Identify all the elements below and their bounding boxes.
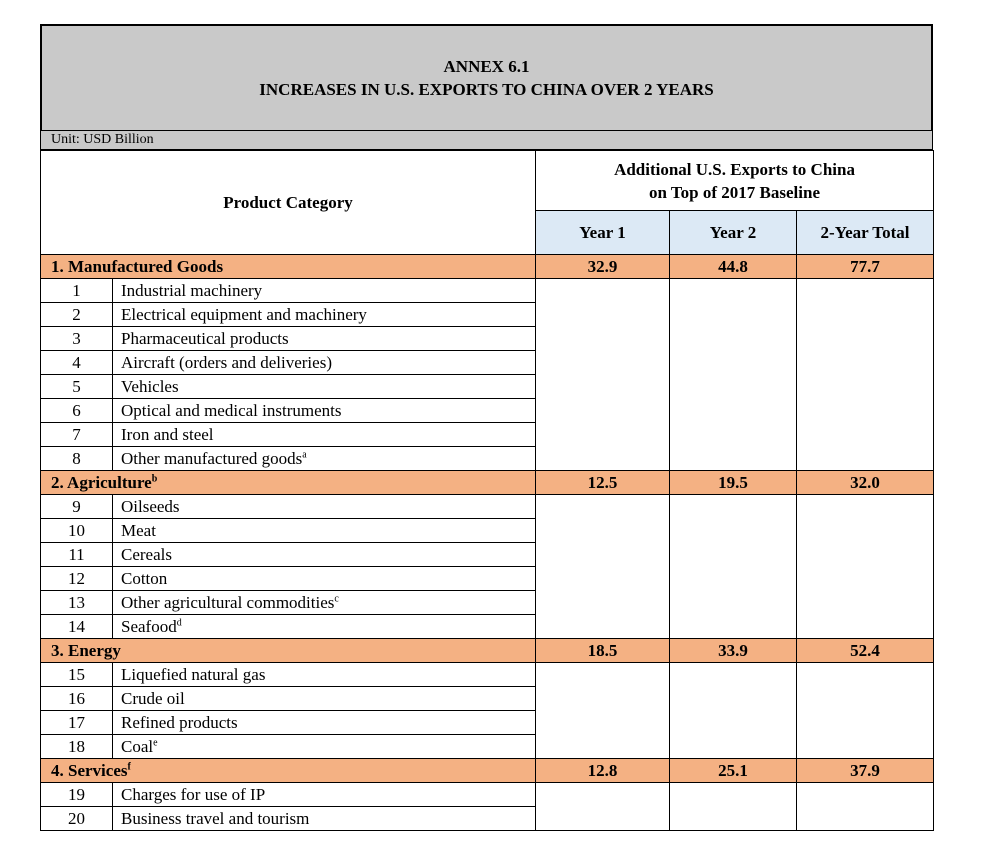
item-number: 18 bbox=[41, 735, 113, 759]
item-row bbox=[41, 495, 934, 519]
item-name-cell bbox=[113, 615, 536, 639]
year1-value: 12.5 bbox=[536, 471, 670, 495]
header-row-1 bbox=[41, 151, 934, 211]
item-name-cell bbox=[113, 495, 536, 519]
additional-exports-header bbox=[536, 151, 934, 211]
item-number: 12 bbox=[41, 567, 113, 591]
year2-value: 25.1 bbox=[670, 759, 797, 783]
item-number: 11 bbox=[41, 543, 113, 567]
year2-blank-cell bbox=[670, 663, 797, 759]
item-number: 6 bbox=[41, 399, 113, 423]
year1-value: 12.8 bbox=[536, 759, 670, 783]
item-name: Electrical equipment and machinery bbox=[121, 304, 367, 324]
item-name: Refined products bbox=[121, 712, 238, 732]
footnote-marker: b bbox=[151, 472, 158, 484]
item-name-cell bbox=[113, 567, 536, 591]
item-number: 13 bbox=[41, 591, 113, 615]
item-number: 5 bbox=[41, 375, 113, 399]
item-name-cell bbox=[113, 591, 536, 615]
item-name: Charges for use of IP bbox=[121, 784, 266, 804]
year1-value: 32.9 bbox=[536, 255, 670, 279]
item-number: 16 bbox=[41, 687, 113, 711]
item-name: Liquefied natural gas bbox=[121, 664, 266, 684]
item-row bbox=[41, 783, 934, 807]
item-number: 20 bbox=[41, 807, 113, 831]
item-name-cell bbox=[113, 423, 536, 447]
category-name: 4. Services bbox=[51, 760, 128, 780]
item-name-cell bbox=[113, 663, 536, 687]
year2-value: 44.8 bbox=[670, 255, 797, 279]
item-name: Business travel and tourism bbox=[121, 808, 310, 828]
group-header-line1: Additional U.S. Exports to China bbox=[614, 159, 855, 179]
item-number: 9 bbox=[41, 495, 113, 519]
category-name: 2. Agriculture bbox=[51, 472, 152, 492]
item-name: Cereals bbox=[121, 544, 172, 564]
year1-blank-cell bbox=[536, 495, 670, 639]
item-name: Oilseeds bbox=[121, 496, 180, 516]
category-row bbox=[41, 639, 934, 663]
item-name-cell bbox=[113, 375, 536, 399]
item-name-cell bbox=[113, 351, 536, 375]
item-number: 10 bbox=[41, 519, 113, 543]
total-value: 77.7 bbox=[797, 255, 934, 279]
item-name-cell bbox=[113, 327, 536, 351]
annex-number: ANNEX 6.1 bbox=[443, 57, 530, 76]
item-number: 7 bbox=[41, 423, 113, 447]
year2-blank-cell bbox=[670, 495, 797, 639]
item-number: 8 bbox=[41, 447, 113, 471]
year2-header: Year 2 bbox=[670, 211, 797, 255]
item-name: Optical and medical instruments bbox=[121, 400, 342, 420]
category-row bbox=[41, 759, 934, 783]
item-name: Seafood bbox=[121, 616, 177, 636]
group-header-line2: on Top of 2017 Baseline bbox=[649, 182, 820, 202]
item-number: 15 bbox=[41, 663, 113, 687]
item-number: 14 bbox=[41, 615, 113, 639]
year2-blank-cell bbox=[670, 279, 797, 471]
title-banner bbox=[40, 24, 933, 131]
total-header: 2-Year Total bbox=[797, 211, 934, 255]
item-number: 17 bbox=[41, 711, 113, 735]
item-name-cell bbox=[113, 447, 536, 471]
total-blank-cell bbox=[797, 783, 934, 831]
item-number: 4 bbox=[41, 351, 113, 375]
item-name-cell bbox=[113, 519, 536, 543]
item-number: 19 bbox=[41, 783, 113, 807]
item-name-cell bbox=[113, 687, 536, 711]
total-value: 52.4 bbox=[797, 639, 934, 663]
footnote-marker: c bbox=[334, 592, 339, 604]
category-label bbox=[41, 471, 536, 495]
item-name-cell bbox=[113, 279, 536, 303]
year1-blank-cell bbox=[536, 279, 670, 471]
footnote-marker: a bbox=[302, 448, 307, 460]
item-number: 1 bbox=[41, 279, 113, 303]
year1-header: Year 1 bbox=[536, 211, 670, 255]
annex-table-container bbox=[40, 24, 933, 831]
annex-title: INCREASES IN U.S. EXPORTS TO CHINA OVER 2 YEARS bbox=[259, 80, 714, 99]
item-name: Industrial machinery bbox=[121, 280, 263, 300]
item-name-cell bbox=[113, 735, 536, 759]
footnote-marker: d bbox=[176, 616, 182, 628]
category-label bbox=[41, 759, 536, 783]
total-value: 32.0 bbox=[797, 471, 934, 495]
category-label bbox=[41, 639, 536, 663]
footnote-marker: f bbox=[127, 760, 131, 772]
item-name: Aircraft (orders and deliveries) bbox=[121, 352, 332, 372]
item-number: 2 bbox=[41, 303, 113, 327]
item-row bbox=[41, 279, 934, 303]
total-value: 37.9 bbox=[797, 759, 934, 783]
year1-blank-cell bbox=[536, 783, 670, 831]
item-name-cell bbox=[113, 807, 536, 831]
year1-blank-cell bbox=[536, 663, 670, 759]
category-row bbox=[41, 255, 934, 279]
year2-blank-cell bbox=[670, 783, 797, 831]
item-name: Pharmaceutical products bbox=[121, 328, 289, 348]
total-blank-cell bbox=[797, 495, 934, 639]
item-name: Coal bbox=[121, 736, 154, 756]
product-category-header: Product Category bbox=[41, 151, 536, 255]
item-name: Vehicles bbox=[121, 376, 179, 396]
item-row bbox=[41, 663, 934, 687]
total-blank-cell bbox=[797, 279, 934, 471]
item-number: 3 bbox=[41, 327, 113, 351]
total-blank-cell bbox=[797, 663, 934, 759]
item-name: Iron and steel bbox=[121, 424, 214, 444]
item-name-cell bbox=[113, 399, 536, 423]
unit-label: Unit: USD Billion bbox=[40, 131, 933, 150]
year2-value: 33.9 bbox=[670, 639, 797, 663]
year2-value: 19.5 bbox=[670, 471, 797, 495]
item-name: Meat bbox=[121, 520, 156, 540]
item-name: Other manufactured goods bbox=[121, 448, 303, 468]
footnote-marker: e bbox=[153, 736, 158, 748]
item-name-cell bbox=[113, 543, 536, 567]
item-name: Crude oil bbox=[121, 688, 185, 708]
item-name-cell bbox=[113, 711, 536, 735]
item-name: Cotton bbox=[121, 568, 168, 588]
category-label bbox=[41, 255, 536, 279]
item-name: Other agricultural commodities bbox=[121, 592, 335, 612]
item-name-cell bbox=[113, 783, 536, 807]
item-name-cell bbox=[113, 303, 536, 327]
category-row bbox=[41, 471, 934, 495]
category-name: 1. Manufactured Goods bbox=[51, 256, 224, 276]
exports-table bbox=[40, 150, 934, 831]
year1-value: 18.5 bbox=[536, 639, 670, 663]
category-name: 3. Energy bbox=[51, 640, 121, 660]
